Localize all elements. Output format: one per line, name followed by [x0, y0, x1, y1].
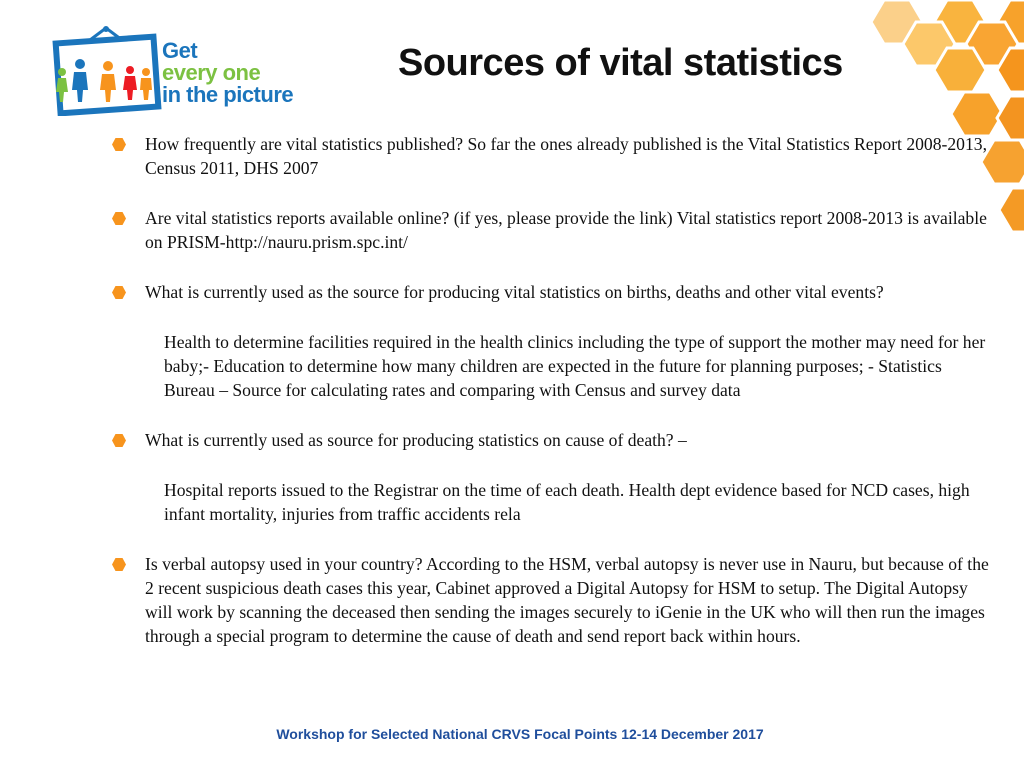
bullet-text: Are vital statistics reports available online? (if yes, please provide the link) Vital statistics report 2008-2013 is available on PRISM-http://nauru.prism.spc.int/	[145, 208, 987, 252]
bullet-text: How frequently are vital statistics published? So far the ones already published is the Vital Statistics Report 2008-2013, Census 2011, DHS 2007	[145, 134, 987, 178]
slide-title: Sources of vital statistics	[398, 42, 843, 84]
hexagon-bullet-icon	[112, 286, 126, 299]
bullet-text: Is verbal autopsy used in your country? According to the HSM, verbal autopsy is never use in Nauru, but because of the 2 recent suspicious death cases this year, Cabinet approved a Digital Autopsy for HSM to setup. The Digital Autopsy will work by scanning the deceased then sending the images securely to iGenie in the UK who will then run the images through a special program to determine the cause of death and send report back within hours.	[145, 554, 989, 646]
slide-content	[110, 132, 990, 648]
hexagon-bullet-icon	[112, 434, 126, 447]
bullet-item	[110, 280, 990, 304]
sub-paragraph: Health to determine facilities required in the health clinics including the type of support the mother may need for her baby;- Education to determine how many children are expected in the future for planning purposes; - Statistics Bureau – Source for calculating rates and comparing with Census and survey data	[164, 332, 986, 400]
bullet-text: What is currently used as source for producing statistics on cause of death? –	[145, 430, 687, 450]
hexagon-bullet-icon	[112, 558, 126, 571]
logo-line-2: every one	[162, 60, 261, 85]
logo-line-1: Get	[162, 38, 198, 63]
bullet-item	[110, 552, 990, 648]
footer-text: Workshop for Selected National CRVS Focal Points 12-14 December 2017	[276, 726, 764, 742]
logo-line-3: in the picture	[162, 82, 294, 107]
bullet-item	[110, 132, 990, 180]
logo-text	[162, 40, 293, 106]
hexagon-bullet-icon	[112, 138, 126, 151]
bullet-text: What is currently used as the source for producing vital statistics on births, deaths and other vital events?	[145, 282, 884, 302]
sub-paragraph: Hospital reports issued to the Registrar on the time of each death. Health dept evidence based for NCD cases, high infant mortality, injuries from traffic accidents rela	[164, 480, 970, 524]
family-picture-icon	[50, 26, 162, 116]
bullet-item	[110, 206, 990, 254]
hexagon-bullet-icon	[112, 212, 126, 225]
bullet-item	[110, 428, 990, 452]
